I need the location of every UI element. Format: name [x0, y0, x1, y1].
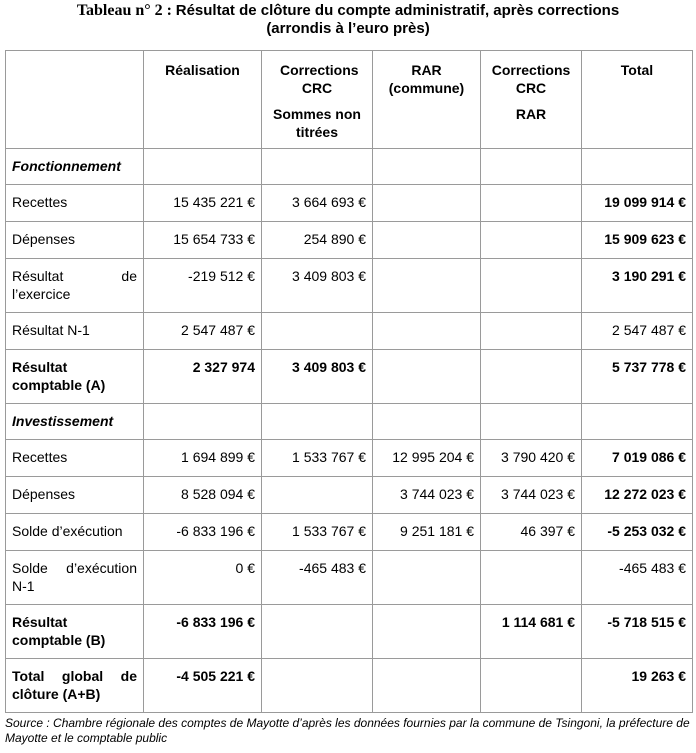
- cell-corrections: [262, 605, 373, 659]
- cell-rar: [373, 259, 481, 313]
- header-sommes-non-titrees: Sommes non titrées: [273, 106, 361, 140]
- cell-rar: 12 995 204 €: [373, 440, 481, 477]
- header-label-blank: [6, 51, 144, 149]
- cell-realisation: -4 505 221 €: [144, 659, 262, 713]
- cell-realisation: -6 833 196 €: [144, 605, 262, 659]
- cell-realisation: 8 528 094 €: [144, 477, 262, 514]
- cell-total: 12 272 023 €: [582, 477, 693, 514]
- row-label: Résultat de l’exercice: [6, 259, 144, 313]
- table-row: [6, 440, 693, 477]
- cell-corrections: 1 533 767 €: [262, 514, 373, 551]
- section-label: Investissement: [6, 404, 144, 440]
- table-cell: [582, 149, 693, 185]
- cell-corrections: 3 409 803 €: [262, 350, 373, 404]
- cell-total: 7 019 086 €: [582, 440, 693, 477]
- source-note: Source : Chambre régionale des comptes de Mayotte d’après les données fournies par la commune de Tsingoni, la préfecture de Mayotte et le comptable public: [5, 716, 690, 745]
- cell-realisation: 15 435 221 €: [144, 185, 262, 222]
- cell-corrections-rar: [481, 185, 582, 222]
- section-label: Fonctionnement: [6, 149, 144, 185]
- cell-rar: [373, 551, 481, 605]
- table-number: Tableau n° 2 :: [76, 2, 172, 19]
- cell-realisation: -6 833 196 €: [144, 514, 262, 551]
- header-realisation: Réalisation: [144, 51, 262, 149]
- table-row: [6, 185, 693, 222]
- cell-corrections-rar: 3 744 023 €: [481, 477, 582, 514]
- cell-corrections-rar: [481, 350, 582, 404]
- table-title-main: Résultat de clôture du compte administratif, après corrections: [175, 2, 620, 19]
- cell-realisation: -219 512 €: [144, 259, 262, 313]
- cell-total: -5 253 032 €: [582, 514, 693, 551]
- cell-realisation: 1 694 899 €: [144, 440, 262, 477]
- row-label: Résultat comptable (B): [6, 605, 144, 659]
- table-cell: [144, 149, 262, 185]
- cell-rar: [373, 350, 481, 404]
- header-corrections-crc-rar-label: Corrections CRC: [491, 62, 571, 96]
- header-total: Total: [582, 51, 693, 149]
- table-row: [6, 514, 693, 551]
- cell-corrections-rar: [481, 259, 582, 313]
- header-rar-commune: RAR (commune): [373, 51, 481, 149]
- table-title-sub: (arrondis à l’euro près): [266, 20, 430, 37]
- header-gap: [487, 97, 575, 105]
- table-cell: [144, 404, 262, 440]
- table-cell: [262, 404, 373, 440]
- row-label: Dépenses: [6, 222, 144, 259]
- cell-corrections-rar: 1 114 681 €: [481, 605, 582, 659]
- row-label: Recettes: [6, 440, 144, 477]
- cell-corrections-rar: [481, 222, 582, 259]
- table-row: [6, 222, 693, 259]
- header-gap: [268, 97, 366, 105]
- cell-total: -5 718 515 €: [582, 605, 693, 659]
- cell-corrections-rar: 46 397 €: [481, 514, 582, 551]
- table-row: [6, 659, 693, 713]
- table-cell: [582, 404, 693, 440]
- cell-corrections: 254 890 €: [262, 222, 373, 259]
- section-row-investissement: [6, 404, 693, 440]
- header-corrections-crc: [262, 51, 373, 149]
- row-label: Recettes: [6, 185, 144, 222]
- table-row: [6, 350, 693, 404]
- header-rar-label: RAR: [515, 106, 547, 122]
- cell-rar: [373, 185, 481, 222]
- cell-corrections-rar: [481, 659, 582, 713]
- header-corrections-crc-rar: [481, 51, 582, 149]
- cell-total: 3 190 291 €: [582, 259, 693, 313]
- section-row-fonctionnement: [6, 149, 693, 185]
- results-table: [5, 50, 693, 713]
- cell-rar: [373, 313, 481, 350]
- row-label: Solde d’exécution: [6, 514, 144, 551]
- table-row: [6, 259, 693, 313]
- header-corrections-crc-label: Corrections CRC: [280, 62, 359, 96]
- table-row: [6, 313, 693, 350]
- table-cell: [481, 404, 582, 440]
- row-label: Solde d’exécution N-1: [6, 551, 144, 605]
- cell-realisation: 15 654 733 €: [144, 222, 262, 259]
- table-cell: [373, 404, 481, 440]
- cell-corrections: [262, 477, 373, 514]
- cell-rar: 9 251 181 €: [373, 514, 481, 551]
- cell-total: 2 547 487 €: [582, 313, 693, 350]
- cell-corrections-rar: [481, 551, 582, 605]
- cell-realisation: 2 547 487 €: [144, 313, 262, 350]
- table-cell: [262, 149, 373, 185]
- cell-corrections-rar: [481, 313, 582, 350]
- cell-realisation: 2 327 974: [144, 350, 262, 404]
- cell-corrections-rar: 3 790 420 €: [481, 440, 582, 477]
- header-row: [6, 51, 693, 149]
- cell-total: -465 483 €: [582, 551, 693, 605]
- row-label: Dépenses: [6, 477, 144, 514]
- table-row: [6, 551, 693, 605]
- cell-corrections: 1 533 767 €: [262, 440, 373, 477]
- cell-total: 5 737 778 €: [582, 350, 693, 404]
- table-row: [6, 477, 693, 514]
- cell-realisation: 0 €: [144, 551, 262, 605]
- table-cell: [481, 149, 582, 185]
- cell-corrections: [262, 313, 373, 350]
- cell-rar: 3 744 023 €: [373, 477, 481, 514]
- table-cell: [373, 149, 481, 185]
- cell-corrections: -465 483 €: [262, 551, 373, 605]
- row-label: Résultat N-1: [6, 313, 144, 350]
- table-row: [6, 605, 693, 659]
- cell-total: 19 263 €: [582, 659, 693, 713]
- cell-total: 15 909 623 €: [582, 222, 693, 259]
- cell-rar: [373, 222, 481, 259]
- cell-rar: [373, 605, 481, 659]
- row-label: Résultat comptable (A): [6, 350, 144, 404]
- cell-total: 19 099 914 €: [582, 185, 693, 222]
- cell-rar: [373, 659, 481, 713]
- cell-corrections: [262, 659, 373, 713]
- cell-corrections: 3 664 693 €: [262, 185, 373, 222]
- row-label: Total global de clôture (A+B): [6, 659, 144, 713]
- table-title: [0, 2, 696, 38]
- cell-corrections: 3 409 803 €: [262, 259, 373, 313]
